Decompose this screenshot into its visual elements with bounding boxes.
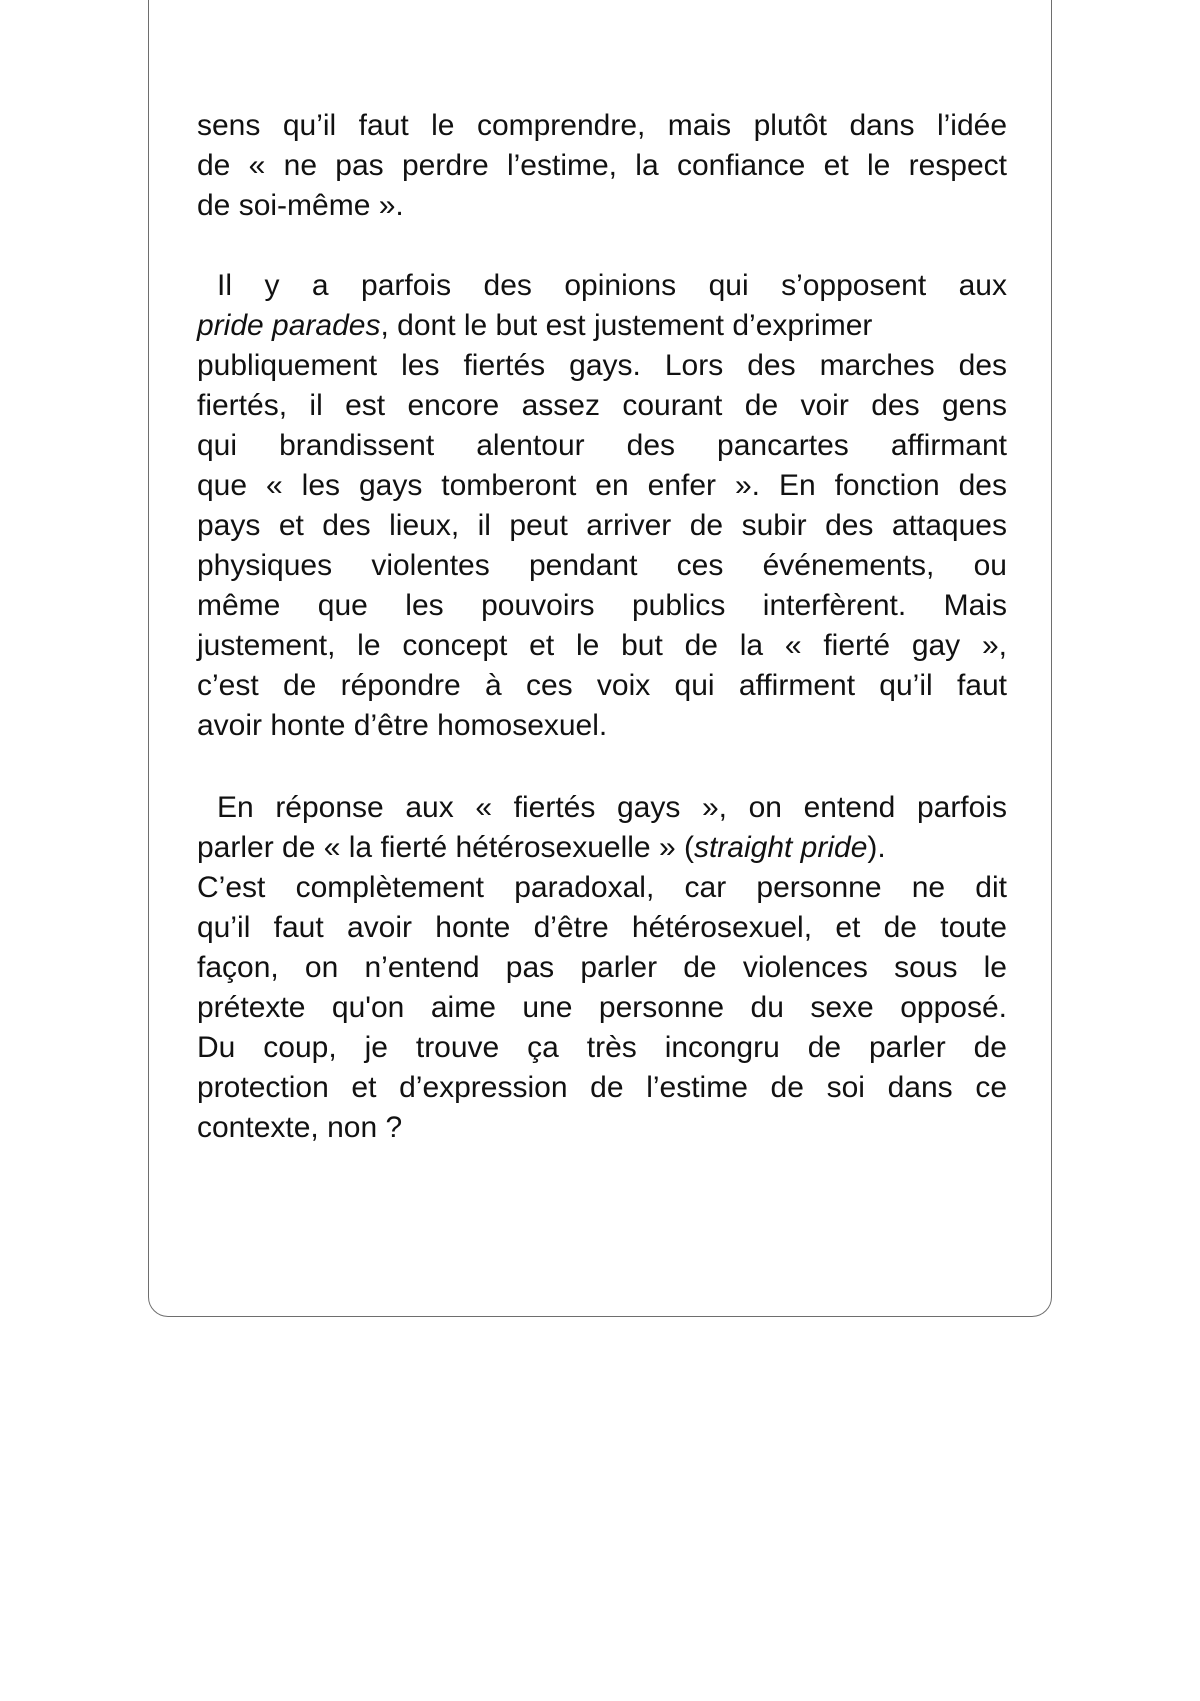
text-line — [197, 304, 1007, 348]
text-line: qui brandissent alentour des pancartes affirmant — [197, 429, 1007, 462]
text-line: Il y a parfois des opinions qui s’opposent aux — [217, 269, 1007, 302]
text-segment: parler de « la fierté hétérosexuelle » ( — [197, 831, 694, 864]
text-line: sens qu’il faut le comprendre, mais plutôt dans l’idée — [197, 109, 1007, 142]
text-line: physiques violentes pendant ces événements, ou — [197, 549, 1007, 582]
text-line: Du coup, je trouve ça très incongru de parler de — [197, 1031, 1007, 1064]
text-line: façon, on n’entend pas parler de violences sous le — [197, 951, 1007, 984]
text-segment — [197, 304, 872, 348]
text-line: En réponse aux « fiertés gays », on entend parfois — [217, 791, 1007, 824]
text-line: même que les pouvoirs publics interfèrent. Mais — [197, 589, 1007, 622]
text-line: avoir honte d’être homosexuel. — [197, 709, 608, 742]
text-line: justement, le concept et le but de la « fierté gay », — [197, 629, 1007, 662]
text-line: pays et des lieux, il peut arriver de subir des attaques — [197, 509, 1007, 542]
text-line: de « ne pas perdre l’estime, la confiance et le respect — [197, 149, 1007, 182]
text-line — [197, 826, 1007, 870]
text-line: c’est de répondre à ces voix qui affirment qu’il faut — [197, 669, 1007, 702]
text-segment: ). — [867, 831, 886, 864]
text-line: C’est complètement paradoxal, car personne ne dit — [197, 871, 1007, 904]
text-line: contexte, non ? — [197, 1111, 403, 1144]
text-segment: , dont le but est justement d’exprimer — [380, 309, 873, 342]
text-line: de soi-même ». — [197, 189, 404, 222]
italic-phrase: pride parades — [197, 309, 381, 342]
text-line: fiertés, il est encore assez courant de voir des gens — [197, 389, 1007, 422]
text-line: publiquement les fiertés gays. Lors des marches des — [197, 349, 1007, 382]
text-line: prétexte qu'on aime une personne du sexe opposé. — [197, 991, 1007, 1024]
text-line: que « les gays tomberont en enfer ». En fonction des — [197, 469, 1007, 502]
text-line: protection et d’expression de l’estime de soi dans ce — [197, 1071, 1007, 1104]
text-line: qu’il faut avoir honte d’être hétérosexuel, et de toute — [197, 911, 1007, 944]
italic-phrase: straight pride — [693, 831, 868, 864]
